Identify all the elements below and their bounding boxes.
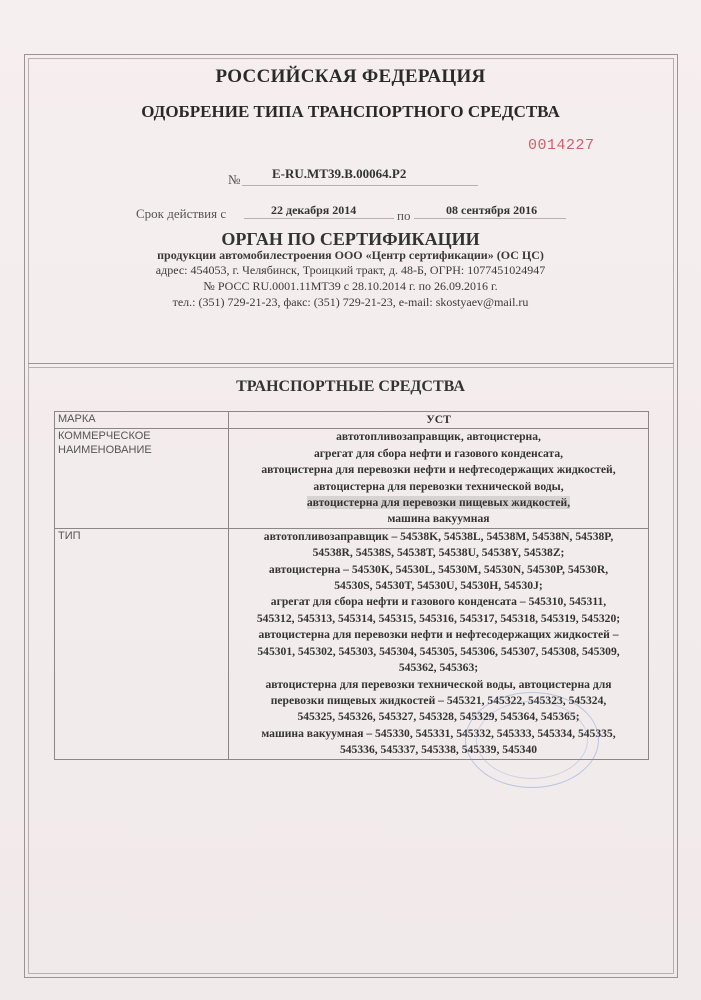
commercial-name-label-line1: КОММЕРЧЕСКОЕ [58, 430, 151, 443]
type-line: автоцистерна для перевозки нефти и нефтесодержащих жидкостей – [258, 628, 619, 642]
number-underline [242, 185, 478, 186]
type-line: автотопливозаправщик – 54538K, 54538L, 54538M, 54538N, 54538P, [263, 529, 614, 543]
name-line: автоцистерна для перевозки технической воды, [313, 479, 564, 493]
type-line: 545301, 545302, 545303, 545304, 545305, 545306, 545307, 545308, 545309, [257, 644, 620, 658]
type-line: автоцистерна – 54530K, 54530L, 54530M, 54530N, 54530P, 54530R, [268, 562, 609, 576]
table-row-brand [55, 412, 649, 429]
name-line: агрегат для сбора нефти и газового конденсата, [313, 446, 564, 460]
faint-stamp-seal [465, 692, 599, 788]
valid-from-date: 22 декабря 2014 [271, 203, 357, 217]
type-line: перевозки пищевых жидкостей – 545321, 545322, 545323, 545324, [270, 693, 607, 707]
serial-number: 0014227 [528, 137, 595, 154]
certification-body-accreditation: № РОСС RU.0001.11МТ39 с 28.10.2014 г. по 26.09.2016 г. [203, 279, 498, 293]
type-label: ТИП [55, 528, 229, 759]
commercial-name-value [229, 429, 649, 528]
certification-body-address: адрес: 454053, г. Челябинск, Троицкий тракт, д. 48-Б, ОГРН: 1077451024947 [155, 263, 546, 277]
country-title: РОССИЙСКАЯ ФЕДЕРАЦИЯ [215, 66, 486, 87]
type-line: 54530S, 54530T, 54530U, 54530H, 54530J; [334, 579, 543, 593]
certification-body-contacts: тел.: (351) 729-21-23, факс: (351) 729-21-23, e-mail: skostyaev@mail.ru [172, 295, 529, 309]
name-line-highlight: автоцистерна для перевозки пищевых жидкостей, [306, 496, 571, 510]
certification-body-title: ОРГАН ПО СЕРТИФИКАЦИИ [221, 229, 480, 249]
commercial-name-label [55, 429, 229, 528]
commercial-name-label-line2: НАИМЕНОВАНИЕ [58, 444, 152, 457]
number-label: № [228, 172, 241, 187]
name-line [232, 495, 645, 511]
type-line: 545312, 545313, 545314, 545315, 545316, 545317, 545318, 545319, 545320; [256, 611, 621, 625]
document-type-title: ОДОБРЕНИЕ ТИПА ТРАНСПОРТНОГО СРЕДСТВА [141, 102, 560, 121]
name-line: машина вакуумная [387, 512, 490, 526]
table-row-commercial-name [55, 429, 649, 528]
type-line: агрегат для сбора нефти и газового конденсата – 545310, 545311, [270, 595, 607, 609]
certification-body-name: продукции автомобилестроения ООО «Центр сертификации» (ОС ЦС) [157, 248, 544, 262]
certificate-number: E-RU.MT39.B.00064.P2 [272, 166, 407, 181]
type-line: автоцистерна для перевозки технической воды, автоцистерна для [265, 677, 612, 691]
brand-value: УСТ [229, 412, 649, 429]
name-line: автотопливозаправщик, автоцистерна, [336, 430, 541, 444]
brand-label: МАРКА [55, 412, 229, 429]
type-line: 545336, 545337, 545338, 545339, 545340 [339, 743, 538, 757]
type-line: 545362, 545363; [398, 661, 479, 675]
valid-from-underline [244, 218, 394, 219]
name-line: автоцистерна для перевозки нефти и нефтесодержащих жидкостей, [261, 463, 616, 477]
section-divider-inner [28, 367, 674, 368]
validity-label: Срок действия с [136, 206, 227, 221]
valid-to-label: по [397, 208, 411, 223]
type-line: 54538R, 54538S, 54538T, 54538U, 54538Y, 54538Z; [312, 546, 565, 560]
vehicles-title: ТРАНСПОРТНЫЕ СРЕДСТВА [236, 378, 465, 395]
valid-to-date: 08 сентября 2016 [446, 203, 538, 217]
valid-to-underline [414, 218, 566, 219]
type-line: машина вакуумная – 545330, 545331, 545332, 545333, 545334, 545335, [261, 726, 616, 740]
section-divider [28, 363, 674, 364]
type-line: 545325, 545326, 545327, 545328, 545329, 545364, 545365; [297, 710, 580, 724]
